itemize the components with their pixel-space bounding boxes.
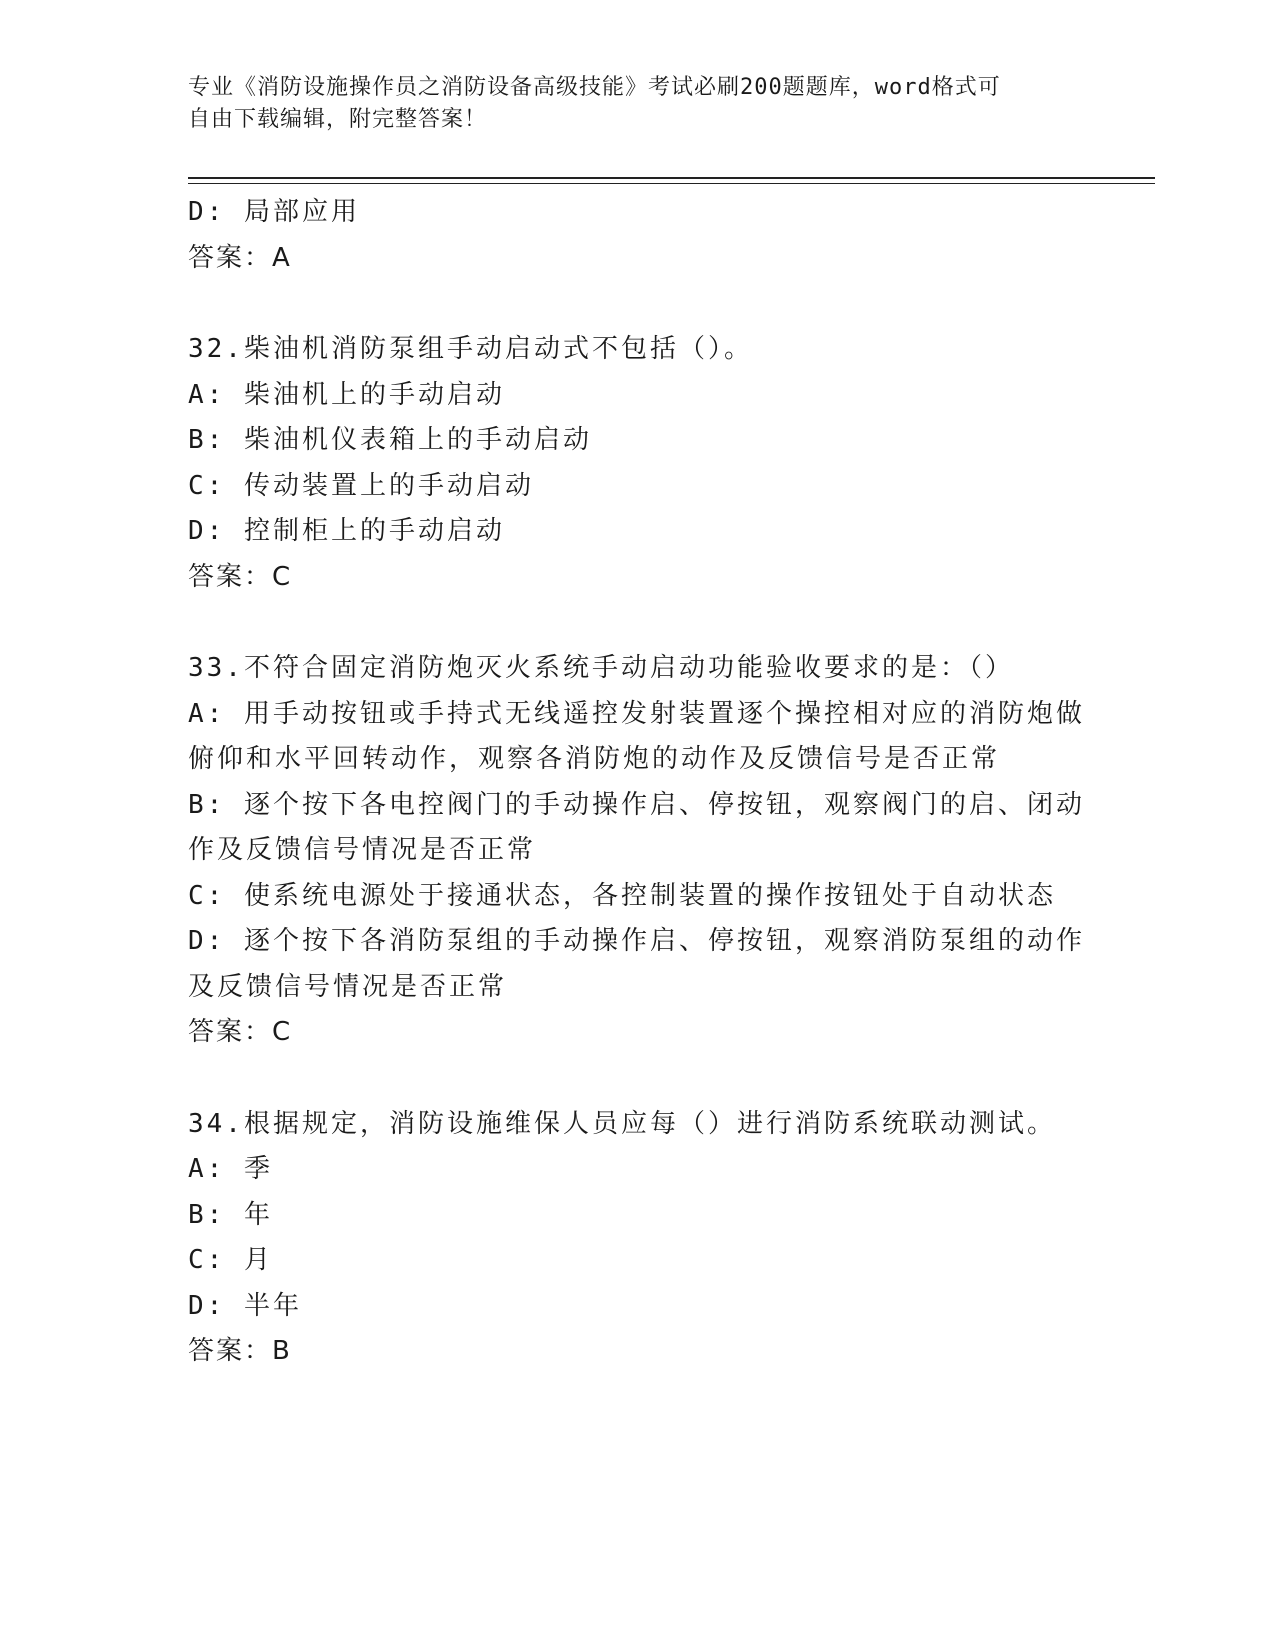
option-b: B: 逐个按下各电控阀门的手动操作启、停按钮，观察阀门的启、闭动 (188, 789, 1085, 820)
option-d: D: 半年 (188, 1290, 302, 1321)
answer: 答案：B (188, 1336, 292, 1366)
option-a: A: 用手动按钮或手持式无线遥控发射装置逐个操控相对应的消防炮做 (188, 698, 1085, 729)
question-text: 34.根据规定，消防设施维保人员应每（）进行消防系统联动测试。 (188, 1108, 1056, 1139)
question-32 (188, 327, 1088, 600)
option-b: B: 年 (188, 1199, 273, 1230)
option-a-continued: 俯仰和水平回转动作，观察各消防炮的动作及反馈信号是否正常 (188, 744, 1001, 774)
question-text: 32.柴油机消防泵组手动启动式不包括（）。 (188, 334, 753, 364)
option-b: B: 柴油机仪表箱上的手动启动 (188, 425, 592, 455)
question-33 (188, 646, 1088, 1056)
option-c: C: 传动装置上的手动启动 (188, 470, 534, 501)
document-header (188, 72, 1088, 136)
answer: 答案：A (188, 242, 292, 273)
question-31-tail (188, 190, 1088, 281)
header-line-1: 专业《消防设施操作员之消防设备高级技能》考试必刷200题题库，word格式可 (188, 75, 1001, 100)
header-divider-thin (188, 183, 1155, 184)
option-d: D: 逐个按下各消防泵组的手动操作启、停按钮，观察消防泵组的动作 (188, 926, 1085, 956)
header-line-2: 自由下载编辑，附完整答案！ (188, 107, 488, 132)
option-d: D: 局部应用 (188, 197, 360, 227)
option-c: C: 使系统电源处于接通状态，各控制装置的操作按钮处于自动状态 (188, 880, 1056, 911)
question-text: 33.不符合固定消防炮灭火系统手动启动功能验收要求的是：（） (188, 653, 1014, 683)
answer: 答案：C (188, 561, 293, 592)
question-list (188, 190, 1088, 1375)
spacer (188, 1056, 1088, 1102)
spacer (188, 281, 1088, 327)
option-c: C: 月 (188, 1245, 273, 1275)
option-a: A: 柴油机上的手动启动 (188, 379, 505, 410)
option-d-continued: 及反馈信号情况是否正常 (188, 971, 508, 1002)
option-b-continued: 作及反馈信号情况是否正常 (188, 835, 537, 865)
answer: 答案：C (188, 1017, 293, 1047)
option-d: D: 控制柜上的手动启动 (188, 516, 505, 546)
option-a: A: 季 (188, 1154, 273, 1184)
question-34 (188, 1102, 1088, 1375)
header-divider (188, 177, 1155, 179)
spacer (188, 600, 1088, 646)
